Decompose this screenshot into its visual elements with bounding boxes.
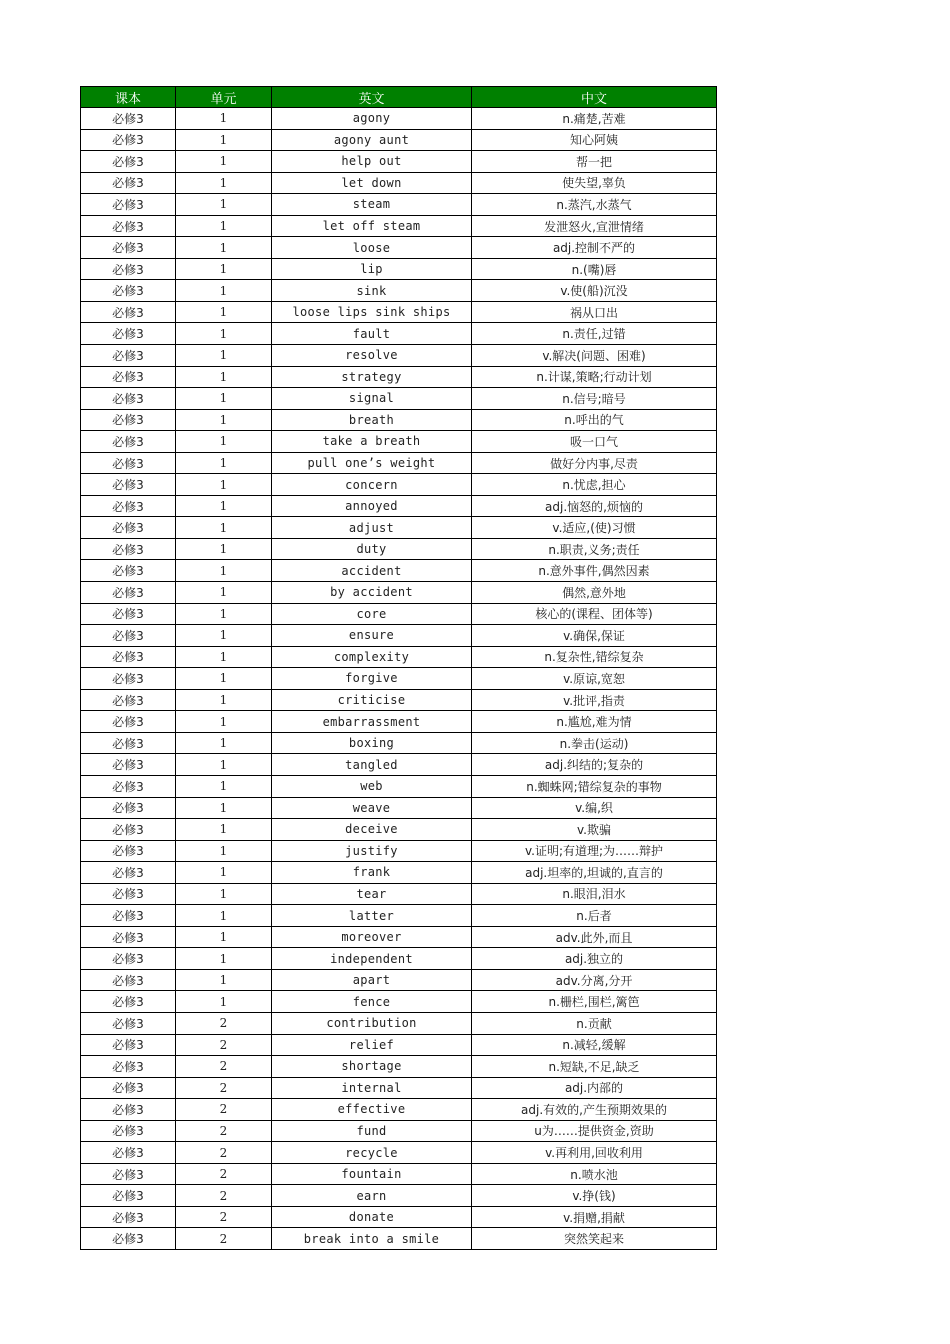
cell-english: adjust [272,517,472,539]
cell-unit: 2 [176,1228,272,1250]
cell-chinese: 发泄怒火,宣泄情绪 [472,215,717,237]
cell-textbook: 必修3 [81,215,176,237]
cell-unit: 1 [176,991,272,1013]
cell-unit: 1 [176,129,272,151]
cell-english: agony aunt [272,129,472,151]
cell-textbook: 必修3 [81,948,176,970]
cell-unit: 1 [176,151,272,173]
cell-textbook: 必修3 [81,129,176,151]
cell-chinese: n.呼出的气 [472,409,717,431]
table-row [81,926,717,948]
table-row [81,969,717,991]
table-row [81,280,717,302]
cell-unit: 1 [176,797,272,819]
table-row [81,538,717,560]
cell-english: break into a smile [272,1228,472,1250]
cell-english: independent [272,948,472,970]
cell-chinese: n.意外事件,偶然因素 [472,560,717,582]
table-row [81,151,717,173]
cell-english: help out [272,151,472,173]
cell-textbook: 必修3 [81,926,176,948]
cell-textbook: 必修3 [81,323,176,345]
cell-chinese: n.责任,过错 [472,323,717,345]
cell-unit: 1 [176,689,272,711]
cell-english: steam [272,194,472,216]
table-row [81,194,717,216]
cell-textbook: 必修3 [81,668,176,690]
cell-chinese: n.眼泪,泪水 [472,883,717,905]
cell-unit: 2 [176,1034,272,1056]
cell-unit: 1 [176,388,272,410]
cell-english: core [272,603,472,625]
cell-english: earn [272,1185,472,1207]
cell-english: fault [272,323,472,345]
cell-chinese: n.减轻,缓解 [472,1034,717,1056]
cell-english: relief [272,1034,472,1056]
table-row [81,560,717,582]
table-row [81,237,717,259]
cell-english: resolve [272,345,472,367]
cell-unit: 1 [176,603,272,625]
cell-unit: 1 [176,905,272,927]
cell-english: tear [272,883,472,905]
cell-textbook: 必修3 [81,237,176,259]
table-row [81,883,717,905]
table-row [81,754,717,776]
cell-english: embarrassment [272,711,472,733]
header-english: 英文 [272,87,472,108]
cell-chinese: n.尴尬,难为情 [472,711,717,733]
cell-chinese: n.痛楚,苦难 [472,108,717,130]
cell-textbook: 必修3 [81,1120,176,1142]
cell-textbook: 必修3 [81,301,176,323]
header-unit: 单元 [176,87,272,108]
cell-textbook: 必修3 [81,452,176,474]
cell-unit: 1 [176,625,272,647]
cell-textbook: 必修3 [81,711,176,733]
cell-chinese: n.栅栏,围栏,篱笆 [472,991,717,1013]
cell-unit: 2 [176,1120,272,1142]
cell-unit: 1 [176,668,272,690]
vocabulary-table [80,86,717,1250]
cell-chinese: n.拳击(运动) [472,732,717,754]
table-row [81,862,717,884]
cell-unit: 1 [176,345,272,367]
cell-chinese: v.捐赠,捐献 [472,1206,717,1228]
cell-unit: 1 [176,711,272,733]
cell-textbook: 必修3 [81,797,176,819]
cell-chinese: v.解决(问题、困难) [472,345,717,367]
cell-textbook: 必修3 [81,172,176,194]
cell-textbook: 必修3 [81,1012,176,1034]
cell-english: latter [272,905,472,927]
cell-english: let off steam [272,215,472,237]
table-row [81,775,717,797]
cell-unit: 2 [176,1206,272,1228]
cell-chinese: 帮一把 [472,151,717,173]
cell-textbook: 必修3 [81,582,176,604]
cell-textbook: 必修3 [81,495,176,517]
table-row [81,819,717,841]
table-row [81,840,717,862]
vocabulary-sheet [80,86,717,1250]
cell-textbook: 必修3 [81,1099,176,1121]
cell-chinese: v.使(船)沉没 [472,280,717,302]
cell-chinese: 做好分内事,尽责 [472,452,717,474]
cell-english: breath [272,409,472,431]
cell-chinese: v.编,织 [472,797,717,819]
cell-chinese: n.喷水池 [472,1163,717,1185]
cell-unit: 1 [176,819,272,841]
cell-unit: 1 [176,280,272,302]
cell-textbook: 必修3 [81,388,176,410]
cell-textbook: 必修3 [81,108,176,130]
cell-unit: 1 [176,926,272,948]
cell-unit: 1 [176,948,272,970]
cell-chinese: adj.恼怒的,烦恼的 [472,495,717,517]
cell-unit: 1 [176,237,272,259]
cell-english: contribution [272,1012,472,1034]
cell-english: weave [272,797,472,819]
cell-textbook: 必修3 [81,409,176,431]
cell-textbook: 必修3 [81,969,176,991]
cell-chinese: n.职责,义务;责任 [472,538,717,560]
cell-chinese: 核心的(课程、团体等) [472,603,717,625]
table-row [81,646,717,668]
cell-textbook: 必修3 [81,991,176,1013]
cell-textbook: 必修3 [81,560,176,582]
cell-unit: 1 [176,409,272,431]
header-chinese: 中文 [472,87,717,108]
cell-chinese: u为……提供资金,资助 [472,1120,717,1142]
table-row [81,1034,717,1056]
table-row [81,108,717,130]
cell-textbook: 必修3 [81,862,176,884]
cell-english: annoyed [272,495,472,517]
cell-textbook: 必修3 [81,646,176,668]
cell-textbook: 必修3 [81,840,176,862]
cell-chinese: v.证明;有道理;为……辩护 [472,840,717,862]
cell-chinese: adj.控制不严的 [472,237,717,259]
table-row [81,495,717,517]
cell-unit: 1 [176,172,272,194]
table-row [81,711,717,733]
cell-unit: 1 [176,517,272,539]
cell-textbook: 必修3 [81,366,176,388]
cell-textbook: 必修3 [81,1185,176,1207]
cell-unit: 1 [176,215,272,237]
cell-chinese: 祸从口出 [472,301,717,323]
cell-english: criticise [272,689,472,711]
cell-english: shortage [272,1056,472,1078]
table-row [81,258,717,280]
table-row [81,1185,717,1207]
cell-unit: 1 [176,366,272,388]
cell-unit: 1 [176,862,272,884]
cell-textbook: 必修3 [81,194,176,216]
table-row [81,366,717,388]
cell-chinese: n.(嘴)唇 [472,258,717,280]
cell-english: loose lips sink ships [272,301,472,323]
table-row [81,517,717,539]
cell-unit: 2 [176,1185,272,1207]
table-row [81,215,717,237]
cell-unit: 2 [176,1056,272,1078]
cell-english: effective [272,1099,472,1121]
cell-chinese: n.计谋,策略;行动计划 [472,366,717,388]
table-row [81,388,717,410]
cell-textbook: 必修3 [81,1077,176,1099]
cell-chinese: adj.独立的 [472,948,717,970]
cell-chinese: v.适应,(使)习惯 [472,517,717,539]
cell-english: deceive [272,819,472,841]
cell-chinese: adv.分离,分开 [472,969,717,991]
cell-chinese: adv.此外,而且 [472,926,717,948]
cell-unit: 1 [176,732,272,754]
table-row [81,797,717,819]
cell-textbook: 必修3 [81,603,176,625]
table-row [81,1120,717,1142]
cell-english: sink [272,280,472,302]
cell-unit: 1 [176,840,272,862]
table-row [81,668,717,690]
cell-chinese: n.信号;暗号 [472,388,717,410]
cell-english: agony [272,108,472,130]
table-row [81,172,717,194]
table-row [81,323,717,345]
cell-chinese: 使失望,辜负 [472,172,717,194]
cell-textbook: 必修3 [81,474,176,496]
cell-chinese: v.确保,保证 [472,625,717,647]
cell-chinese: n.蒸汽,水蒸气 [472,194,717,216]
cell-chinese: v.批评,指责 [472,689,717,711]
table-row [81,732,717,754]
table-header [81,87,717,108]
cell-unit: 1 [176,431,272,453]
cell-english: tangled [272,754,472,776]
cell-chinese: v.欺骗 [472,819,717,841]
cell-textbook: 必修3 [81,151,176,173]
cell-unit: 2 [176,1099,272,1121]
cell-english: concern [272,474,472,496]
cell-english: lip [272,258,472,280]
table-row [81,1056,717,1078]
cell-textbook: 必修3 [81,775,176,797]
cell-chinese: adj.有效的,产生预期效果的 [472,1099,717,1121]
header-textbook: 课本 [81,87,176,108]
cell-chinese: adj.坦率的,坦诚的,直言的 [472,862,717,884]
table-row [81,689,717,711]
table-row [81,948,717,970]
cell-chinese: n.贡献 [472,1012,717,1034]
cell-english: accident [272,560,472,582]
cell-chinese: n.忧虑,担心 [472,474,717,496]
cell-chinese: 知心阿姨 [472,129,717,151]
cell-unit: 1 [176,474,272,496]
cell-english: apart [272,969,472,991]
cell-unit: 1 [176,582,272,604]
table-row [81,905,717,927]
table-row [81,409,717,431]
cell-chinese: n.后者 [472,905,717,927]
table-row [81,1077,717,1099]
table-row [81,474,717,496]
cell-english: donate [272,1206,472,1228]
cell-unit: 2 [176,1012,272,1034]
cell-english: justify [272,840,472,862]
cell-unit: 1 [176,560,272,582]
cell-chinese: 偶然,意外地 [472,582,717,604]
cell-textbook: 必修3 [81,819,176,841]
cell-unit: 1 [176,108,272,130]
cell-textbook: 必修3 [81,538,176,560]
table-row [81,1206,717,1228]
table-row [81,431,717,453]
cell-textbook: 必修3 [81,1056,176,1078]
cell-textbook: 必修3 [81,1142,176,1164]
cell-english: let down [272,172,472,194]
cell-chinese: adj.纠结的;复杂的 [472,754,717,776]
cell-unit: 2 [176,1163,272,1185]
cell-unit: 2 [176,1077,272,1099]
table-body [81,108,717,1250]
cell-chinese: v.原谅,宽恕 [472,668,717,690]
cell-chinese: 吸一口气 [472,431,717,453]
cell-english: forgive [272,668,472,690]
cell-unit: 1 [176,969,272,991]
cell-chinese: 突然笑起来 [472,1228,717,1250]
cell-english: internal [272,1077,472,1099]
table-row [81,1228,717,1250]
cell-unit: 1 [176,194,272,216]
cell-english: duty [272,538,472,560]
table-row [81,603,717,625]
cell-english: web [272,775,472,797]
cell-textbook: 必修3 [81,732,176,754]
cell-unit: 1 [176,538,272,560]
cell-chinese: v.再利用,回收利用 [472,1142,717,1164]
cell-textbook: 必修3 [81,258,176,280]
cell-english: ensure [272,625,472,647]
cell-textbook: 必修3 [81,517,176,539]
table-row [81,301,717,323]
cell-textbook: 必修3 [81,905,176,927]
cell-unit: 1 [176,323,272,345]
cell-textbook: 必修3 [81,754,176,776]
cell-english: fountain [272,1163,472,1185]
table-row [81,991,717,1013]
cell-textbook: 必修3 [81,625,176,647]
cell-chinese: n.蜘蛛网;错综复杂的事物 [472,775,717,797]
cell-chinese: n.复杂性,错综复杂 [472,646,717,668]
cell-unit: 1 [176,883,272,905]
cell-unit: 1 [176,646,272,668]
cell-english: boxing [272,732,472,754]
table-row [81,582,717,604]
table-row [81,1012,717,1034]
cell-english: loose [272,237,472,259]
table-row [81,129,717,151]
cell-english: frank [272,862,472,884]
cell-textbook: 必修3 [81,345,176,367]
cell-chinese: n.短缺,不足,缺乏 [472,1056,717,1078]
table-row [81,452,717,474]
cell-unit: 1 [176,495,272,517]
cell-unit: 1 [176,775,272,797]
cell-english: fund [272,1120,472,1142]
cell-chinese: v.挣(钱) [472,1185,717,1207]
cell-textbook: 必修3 [81,1163,176,1185]
table-row [81,625,717,647]
cell-textbook: 必修3 [81,1228,176,1250]
cell-english: recycle [272,1142,472,1164]
cell-unit: 1 [176,754,272,776]
cell-textbook: 必修3 [81,1034,176,1056]
header-row [81,87,717,108]
cell-textbook: 必修3 [81,689,176,711]
table-row [81,345,717,367]
cell-textbook: 必修3 [81,431,176,453]
cell-unit: 1 [176,452,272,474]
cell-english: signal [272,388,472,410]
cell-textbook: 必修3 [81,1206,176,1228]
cell-english: by accident [272,582,472,604]
cell-unit: 1 [176,258,272,280]
cell-chinese: adj.内部的 [472,1077,717,1099]
table-row [81,1142,717,1164]
cell-english: fence [272,991,472,1013]
cell-english: strategy [272,366,472,388]
cell-unit: 1 [176,301,272,323]
table-row [81,1099,717,1121]
cell-english: take a breath [272,431,472,453]
cell-english: moreover [272,926,472,948]
cell-english: complexity [272,646,472,668]
cell-textbook: 必修3 [81,280,176,302]
table-row [81,1163,717,1185]
cell-english: pull one’s weight [272,452,472,474]
cell-textbook: 必修3 [81,883,176,905]
cell-unit: 2 [176,1142,272,1164]
